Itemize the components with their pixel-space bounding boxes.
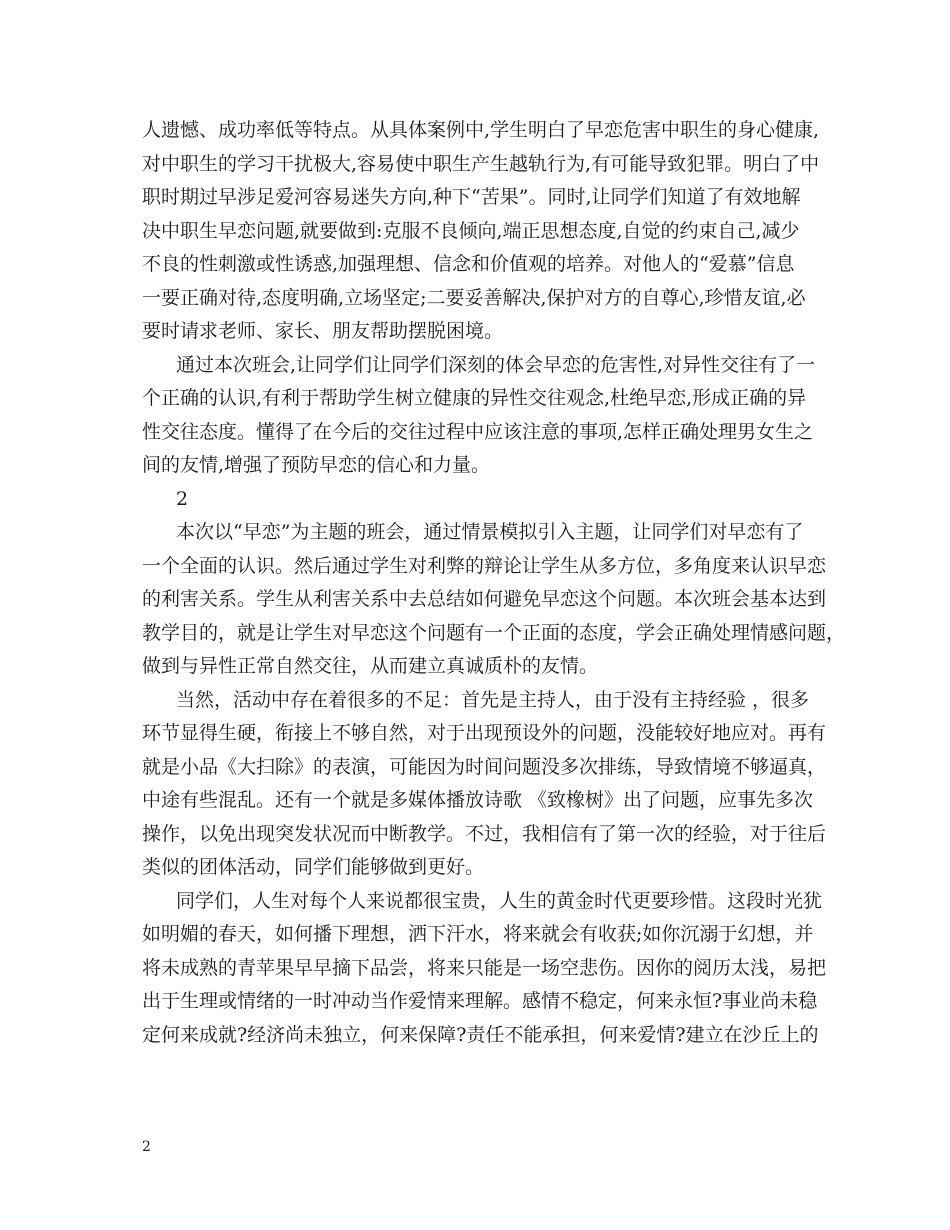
- text-line: 个正确的认识,有利于帮助学生树立健康的异性交往观念,杜绝早恋,形成正确的异: [142, 387, 807, 409]
- section-number: 2: [176, 487, 189, 510]
- page-number: 2: [142, 1139, 151, 1155]
- text-line: 不良的性刺激或性诱惑,加强理想、信念和价值观的培养。对他人的“爱慕”信息: [142, 253, 795, 275]
- text-line: 一个全面的认识。然后通过学生对利弊的辩论让学生从多方位，多角度来认识早恋: [142, 554, 827, 577]
- text-line: 职时期过早涉足爱河容易迷失方向,种下“苦果”。同时,让同学们知道了有效地解: [142, 186, 801, 208]
- text-line: 间的友情,增强了预防早恋的信心和力量。: [142, 454, 491, 476]
- text-line: 一要正确对待,态度明确,立场坚定;二要妥善解决,保护对方的自尊心,珍惜友谊,必: [142, 286, 806, 309]
- text-line: 决中职生早恋问题,就要做到:克服不良倾向,端正思想态度,自觉的约束自己,减少: [142, 219, 800, 242]
- text-line: 对中职生的学习干扰极大,容易使中职生产生越轨行为,有可能导致犯罪。明白了中: [142, 152, 820, 175]
- text-line: 做到与异性正常自然交往，从而建立真诚质朴的友情。: [142, 655, 599, 677]
- text-line: 操作，以免出现突发状况而中断教学。不过，我相信有了第一次的经验，对于往后: [142, 822, 827, 845]
- text-line: 性交往态度。懂得了在今后的交往过程中应该注意的事项,怎样正确处理男女生之: [142, 420, 814, 443]
- text-line: 出于生理或情绪的一时冲动当作爱情来理解。感情不稳定，何来永恒?事业尚未稳: [142, 990, 818, 1012]
- text-line: 本次以“早恋”为主题的班会，通过情景模拟引入主题，让同学们对早恋有了: [176, 521, 804, 543]
- text-line: 将未成熟的青苹果早早摘下品尝，将来只能是一场空悲伤。因你的阅历太浅，易把: [142, 956, 827, 979]
- text-line: 同学们，人生对每个人来说都很宝贵，人生的黄金时代更要珍惜。这段时光犹: [176, 889, 823, 912]
- text-line: 环节显得生硬，衔接上不够自然，对于出现预设外的问题，没能较好地应对。再有: [142, 722, 827, 744]
- text-line: 类似的团体活动，同学们能够做到更好。: [142, 856, 485, 878]
- text-line: 当然，活动中存在着很多的不足：首先是主持人，由于没有主持经验 ，很多: [176, 688, 810, 711]
- text-line: 教学目的，就是让学生对早恋这个问题有一个正面的态度，学会正确处理情感问题，: [142, 621, 846, 644]
- body-text: [142, 114, 846, 1052]
- text-line: 中途有些混乱。还有一个就是多媒体播放诗歌 《致橡树》出了问题，应事先多次: [142, 789, 814, 811]
- text-line: 的利害关系。学生从利害关系中去总结如何避免早恋这个问题。本次班会基本达到: [142, 588, 827, 610]
- text-line: 如明媚的春天，如何播下理想，洒下汗水，将来就会有收获;如你沉溺于幻想，并: [142, 923, 814, 945]
- text-line: 通过本次班会,让同学们让同学们深刻的体会早恋的危害性,对异性交往有了一: [176, 353, 816, 376]
- text-line: 人遗憾、成功率低等特点。从具体案例中,学生明白了早恋危害中职生的身心健康,: [142, 119, 820, 141]
- text-line: 要时请求老师、家长、朋友帮助摆脱困境。: [142, 320, 504, 342]
- text-line: 定何来成就?经济尚未独立，何来保障?责任不能承担，何来爱情?建立在沙丘上的: [142, 1023, 819, 1046]
- text-line: 就是小品《大扫除》的表演，可能因为时间问题没多次排练，导致情境不够逼真，: [142, 755, 827, 778]
